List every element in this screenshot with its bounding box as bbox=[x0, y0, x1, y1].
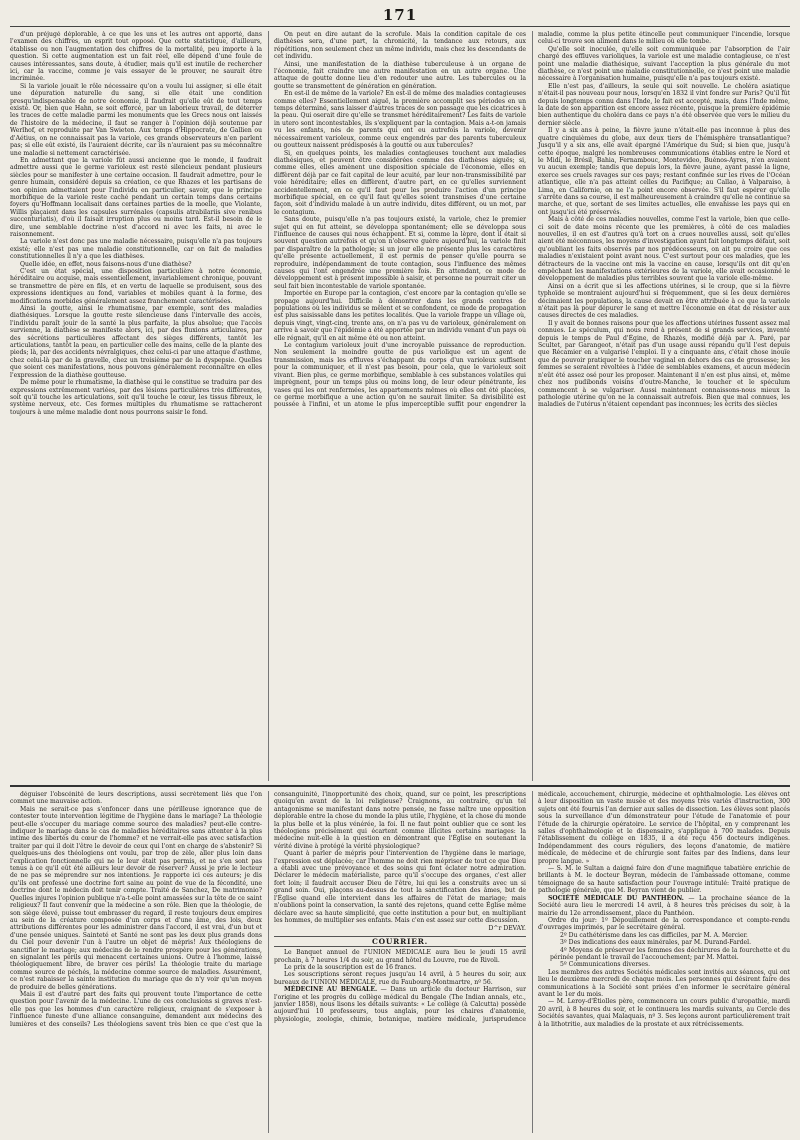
paragraph: C'est un état spécial, une disposition particulière à notre économie, héréditaire ou acquise, mais essentiellement, invariablement chronique, pouvant se transmettre de père en fils, et en vertu de laquelle se produisent, sous des expressions identiques au fond, variables et mobiles quant à la forme, des modifications morbides généralement assez franchement caractérisées. bbox=[10, 268, 262, 305]
paragraph: Il y avait de bonnes raisons pour que les affections utérines fussent assez mal connues. Le spéculum, qui nous rend à présent de si grands services, inventé depuis le temps de Paul d'Égine, de Rhazès, modifié déjà par A. Paré, par Scultet, par Garangeot, n'était pas d'un usage aussi répandu qu'il l'est depuis que Récamier en a vulgarisé l'emploi. Il y a cinquante ans, c'était chose inouïe que de pouvoir pratiquer le toucher vaginal en dehors des cas de grossesse; les femmes se seraient révoltées à l'idée de semblables examens, et aucun médecin n'eût été assez osé pour les proposer. Maintenant il n'en est plus ainsi, et, même chez nos pudibonds voisins d'outre-Manche, le toucher et le spéculum commencent à se vulgariser. Aussi maintenant connaissons-nous mieux la pathologie utérine qu'on ne la connaissait autrefois. Bien que mal connues, les maladies de l'utérus n'étaient cependant pas inconnues; les écrits des siècles bbox=[538, 319, 790, 409]
courrier-heading: COURRIER. bbox=[274, 936, 526, 947]
paragraph: Quant à parler de mépris pour l'intervention de l'hygiène dans le mariage, l'expression est déplacée; car l'homme ne doit rien mépriser de tout ce que Dieu a établi avec une prévoyance et des soins qui font éclater notre admiration. Déclarer le médecin matérialiste, parce qu'il s'occupe des organes, c'est aller fort loin; il faudrait accuser Dieu de l'être, lui qui les a construits avec un si grand soin. Oui, plaçons au-dessus de tout la sanctification des âmes, but de l'Église quand elle intervient dans les affaires de l'état de mariage; mais n'oublions point la conservation, la santé des rejetons, quand cette Église même déclare avec sa haute simplicité, que cette institution a pour but, en multipliant les hommes, de multiplier ses enfants. Mais c'en est assez sur cette discussion. bbox=[274, 850, 526, 924]
news-item-title: SOCIÉTÉ MÉDICALE DU PANTHÉON. bbox=[548, 894, 684, 902]
paragraph: Si la variole jouait le rôle nécessaire qu'on a voulu lui assigner, si elle était une dépuration naturelle du sang, si elle était une condition presqu'indispensable de notre économie, il faudrait qu'elle eût de tout temps existé. Or, bien que Hahn, se soit efforcé, par un laborieux travail, de déterrer les traces de cette maladie parmi les monuments que les Grecs nous ont laissés de l'histoire de la médecine, il faut se ranger à l'opinion déjà soutenue par Werlhof, et reproduite par Van Swieten. Aux temps d'Hippocrate, de Gallien ou d'Aétius, on ne connaissait pas la variole, ces grands observateurs n'en parlent pas; si elle eût existé, ils l'auraient décrite, car ils n'auraient pas su méconnaître une maladie si nettement caractérisée. bbox=[10, 82, 262, 157]
paragraph: En admettant que la variole fût aussi ancienne que le monde, il faudrait admettre aussi que le germe varioleux est resté silencieux pendant plusieurs siècles pour se manifester à une certaine occasion. Il faudrait admettre, pour le genre humain, considéré depuis sa création, ce que Rhazes et les partisans de son opinion admettaient pour l'individu en particulier, savoir, que le principe morbifique de la variole reste caché pendant un certain temps dans certains foyers qu'Hoffmann localisait dans certaines parties de la moelle, que Violante, Willis plaçaient dans les capsules surrénales (capsulis atrabilariis sive renibus succenturiatis), d'où il faisait irruption plus ou moins tard. Est-il besoin de le dire, une semblable doctrine n'est d'accord ni avec les faits, ni avec le raisonnement. bbox=[10, 156, 262, 238]
paragraph: Mais à côté de ces maladies nouvelles, comme l'est la variole, bien que celle-ci soit de date moins récente que les premières, à côté de ces maladies nouvelles, il en est d'autres qu'à tort on a crues nouvelles aussi, soit qu'elles aient été méconnues, les moyens d'investigation ayant fait longtemps défaut, soit qu'oubliant les faits observés par nos prédécesseurs, on ait pu croire que ces maladies n'existaient point avant nous. C'est surtout pour ces maladies, que les détracteurs de la vaccine ont mis la vaccine en cause, lorsqu'ils ont dit qu'en empêchant les manifestations extérieures de la variole, elle avait occasionné le développement de maladies plus terribles souvent que la variole elle-même. bbox=[538, 216, 790, 283]
paragraph: Ainsi on a écrit que si les affections utérines, si le croup, que si la fièvre typhoïde se montraient aujourd'hui si fréquemment, que si les deux dernières décimaient les populations, la cause devait en être attribuée à ce que la variole n'était pas là pour dépurer le sang et mettre l'économie en état de résister aux causes directes de ces maladies. bbox=[538, 282, 790, 320]
paragraph: d'un préjugé déplorable, à ce que les uns et les autres ont apporté, dans l'examen des chiffres, un esprit tout opposé. Que cette statistique, d'ailleurs, établisse ou non l'augmentation des chiffres de la mortalité, peu importe à la question. Si cette augmentation est un fait réel, elle dépend d'une foule de causes intéressantes, sans doute, à étudier, mais qu'il est inutile de rechercher ici, car la vaccine, comme je vais essayer de le prouver, ne saurait être incriminée. bbox=[10, 31, 262, 83]
paragraph: Ainsi, une manifestation de la diathèse tuberculeuse à un organe de l'économie, fait craindre une autre manifestation en un autre organe. Une attaque de goutte donne lieu d'en redouter une autre. Les tubercules ou la goutte se transmettent de génération en génération. bbox=[274, 60, 526, 90]
paragraph: Mais ne serait-ce pas s'enfoncer dans une périlleuse ignorance que de contester toute intervention légitime de l'hygiène dans le mariage? La théologie peut-elle s'occuper du mariage comme source des maladies? peut-elle contre-indiquer le mariage dans le cas de maladies héréditaires sans attenter à la plus intime des libertés du cœur de l'homme? et ne verrait-elle pas avec satisfaction traiter par qui il doit l'être le devoir de ceux qui l'ont en charge de s'abstenir? Si quelques-uns des théologiens ont voulu, par trop de zèle, aller plus loin dans l'explication fonctionnelle qui ne le leur était pas permis, et ne s'en sont pas tenus à ce qu'il eût été ailleurs leur devoir de réserver? Aussi je prie le lecteur de ne pas se méprendre sur nos intentions. Je rapporte ici ces auteurs; je dis qu'ils ont professé une doctrine fort saine au point de vue de la fécondité, une doctrine dont le médecin doit tenir compte. Traité de Sanchez, De matrimonio? Quelles injures l'opinion publique n'a-t-elle point amassées sur la tête de ce saint religieux? Il faut convenir que la médecine a son rôle. Bien que la théologie, de son siège élevé, puisse tout embrasser du regard, il reste toujours deux empires au sein de la créature composée d'un corps et d'une âme, des lois, deux attributions différentes pour les administrer dans l'accord, il est vrai, d'un but et d'une pensée uniques. Sainteté et Santé ne sont pas les deux plus grands dons du Ciel pour devenir l'un à l'autre un objet de mépris! Aux théologiens de sanctifier le mariage; aux médecins de le rendre prospère pour les générations, en signalant les périls qui menacent certaines unions. Outre à l'homme, laissé théologiquement libre, de braver ces périls! La théologie traite du mariage comme source de péchés, la médecine comme source de maladies. Assurément, ce n'est rabaisser la sainte institution du mariage que de n'y voir qu'un moyen de produire de belles générations. bbox=[10, 805, 262, 991]
paragraph: Mais il est d'autre part des faits qui prouvent toute l'importance de cette question pour l'avenir de la médecine. L'une de ces conclusions si graves n'est-elle pas que les hommes d'un caractère religieux, craignant de s'exposer à l'influence funeste d'une alliance consanguine, demandent aux médecins des lumières et des conseils? Les théologiens savent très bien ce que c'est que la consanguinité, l'inopportunité des choix, quand, sur ce point, les prescriptions quoiqu'en avant de la loi religieuse? Craignons, au contraire, qu'un tel antagonisme se manifestant dans notre pensée, ne fasse naître une opposition déplorable entre la chose du monde la plus utile, l'hygiène, et la chose du monde la plus belle et la plus vénérée, la foi. Il ne faut point oublier que ce sont les théologiens précisément qui écartent comme illicites certains mariages: la médecine nuit-elle à la question en démontrant que l'Église en soutenant la vérité divine à protégé la vérité physiologique? bbox=[10, 791, 526, 1028]
paragraph: Le contagium varioleux jouit d'une incroyable puissance de reproduction. Non seulement la moindre goutte de pus variolique est un agent de transmission, mais les effluves s'échappant du corps d'un varioleux suffisent pour la communiquer, et il n'est pas besoin, pour cela, que le varioleux soit vivant. Bien plus, ce germe morbifique, semblable à ces substances volatiles qui imprègnent, pour un temps plus ou moins long, de leur odeur pénétrante, les vases qui les ont renfermées, les appartements mêmes où elles ont été placées, ce germe morbifique a une action qu'on ne saurait limiter. Sa divisibilité est poussée à l'infini, et un atome le plus imperceptible suffit pour engendrer la maladie, comme la plus petite étincelle peut communiquer l'incendie, lorsque celui-ci trouve son aliment dans le milieu où elle tombe. bbox=[274, 31, 790, 409]
agenda-item: 2º Du cathétérisme dans les cas difficiles, par M. A. Mercier. bbox=[560, 931, 748, 939]
paragraph: Sans doute, puisqu'elle n'a pas toujours existé, la variole, chez le premier sujet qui en fut atteint, se développa spontanément; elle se développa sous l'influence de causes qui nous échappent. Et si, comme la lèpre, dont il était si souvent question autrefois et qu'on n'observe guère aujourd'hui, la variole finit par disparaître de la pathologie; si un jour elle ne présente plus les caractères qu'elle présente actuellement, il est permis de penser qu'elle pourra se reproduire, indépendamment de toute contagion, sous l'influence des mêmes causes qui l'ont engendrée une première fois. En attendant, ce mode de développement est à présent impossible à saisir, et personne ne pourrait citer un seul fait bien incontestable de variole spontanée. bbox=[274, 216, 526, 290]
paragraph: Ainsi la goutte, ainsi le rhumatisme, par exemple, sont des maladies diathésiques. Lorsque la goutte reste silencieuse dans l'intervalle des accès, l'individu paraît jouir de la santé la plus parfaite, la plus absolue; que l'accès survienne, la diathèse se manifeste alors, ici, par des fluxions articulaires, par des sécrétions particulières affectant des sièges différents, tantôt les articulations, tantôt la peau, en particulier celle des mains, celle de la plante des pieds; là, par des accidents névralgiques, chez celui-ci par une attaque d'asthme, chez celui-là par de la gravelle, chez un troisième par de la dyspepsie. Quelles que soient ces manifestations, nous pouvons généralement reconnaître en elles l'expression de la diathèse goutteuse. bbox=[10, 305, 262, 379]
article-variole bbox=[10, 31, 790, 781]
agenda: Ordre du jour: 1º Dépouillement de la correspondance et compte-rendu d'ouvrages imprimés, par le secrétaire général. bbox=[538, 916, 790, 932]
page-number: 171 bbox=[382, 6, 418, 24]
agenda-item: 5º Communications diverses. bbox=[560, 961, 651, 969]
paragraph: — M. Leroy-d'Étiolles père, commencera un cours public d'uropathie, mardi 20 avril, à 8 heures du soir, et le continuera les mardis suivants, au Cercle des Sociétés savantes, quai Malaquais, nº 3. Ses leçons auront particulièrement trait à la lithotritie, aux maladies de la prostate et aux rétrécissements. bbox=[538, 998, 790, 1028]
news-item bbox=[538, 895, 790, 917]
paragraph: déguiser l'obscénité de leurs descriptions, aussi secrètement liés que l'on commet une mauvaise action. bbox=[10, 791, 262, 806]
paragraph: La variole n'est donc pas une maladie nécessaire, puisqu'elle n'a pas toujours existé; elle n'est pas une maladie constitutionnelle, car on fait de maladies constitutionnelles il n'y a que les diathèses. bbox=[10, 238, 262, 261]
lower-section bbox=[10, 791, 790, 1133]
paragraph: Qu'elle soit inoculée, qu'elle soit communiquée par l'absorption de l'air chargé des effluves varioliques, la variole est une maladie contagieuse, ce n'est point une maladie diathésique, suivant l'acception la plus générale du mot diathèse, ce n'est point une maladie constitutionnelle, ce n'est point une maladie nécessaire à l'organisation humaine, puisqu'elle n'a pas toujours existé. bbox=[538, 45, 790, 83]
section-divider bbox=[10, 785, 790, 787]
paragraph: Importée en Europe par la contagion, c'est encore par la contagion qu'elle se propage aujourd'hui. Difficile à démontrer dans les grands centres de populations où les individus se mêlent et se confondent, ce mode de propagation est plus saisissable dans les petites localités. Que la variole frappe un village où, depuis vingt, vingt-cinq, trente ans, on n'a pas vu de varioleux, généralement on arrive à savoir que l'épidémie a été apportée par un individu venant d'un pays où elle régnait, qu'il en ait même été ou non atteint. bbox=[274, 290, 526, 342]
paragraph: Le Banquet annuel de l'UNION MÉDICALE aura lieu le jeudi 15 avril prochain, à 7 heures 1/4 du soir, au grand hôtel du Louvre, rue de Rivoli. bbox=[274, 949, 526, 964]
news-item-text: — La prochaine séance de la Société aura lieu le mercredi 14 avril, à 8 heures très précises du soir, à la mairie du 12e arrondissement, place du Panthéon. bbox=[538, 894, 790, 917]
news-item-text: — Dans un article du docteur Harrison, sur l'origine et les progrès du collège médical du Bengale (The Indian annals, etc., janvier 1858), nous lisons les détails suivants: « Le collège (à Calcutta) possède aujourd'hui 10 professeurs, tous anglais, pour les chaires d'anatomie, physiologie, zoologie, chimie, botanique, matière médicale, jurisprudence médicale, accouchement, chirurgie, médecine et ophthalmologie. Les élèves ont à leur disposition un vaste musée et des moyens très variés d'instruction, 300 sujets ont été fournis l'an dernier aux salles de dissection. Les élèves sont placés sous la surveillance d'un démonstrateur pour l'étude de l'anatomie et pour l'étude de la chirurgie opératoire. Le service de l'hôpital, en y comprenant les salles d'ophthalmologie et le dispensaire, s'applique à 700 malades. Depuis l'établissement du collège en 1835, il a été reçu 456 docteurs indigènes. Indépendamment des cours réguliers, des leçons d'anatomie, de matière médicale, de médecine et de chirurgie sont faites par des Indiens, dans leur propre langue. » bbox=[274, 791, 790, 1023]
news-item: — S. M. le Sultan a daigné faire don d'une magnifique tabatière enrichie de brillants à M. le docteur Beyran, médecin de l'ambassade ottomane, comme témoignage de sa haute satisfaction pour l'ouvrage intitulé: Traité pratique de pathologie générale, que M. Beyran vient de publier. bbox=[538, 865, 790, 895]
paragraph: De même pour le rhumatisme, la diathèse qui le constitue se traduira par des expressions extrêmement variées, par des lésions particulières très différentes, soit qu'il touche les articulations, soit qu'il touche le cœur, les tissus fibreux, le système nerveux, etc. Ces formes multiples du rhumatisme se rattacheront toujours à une même maladie dont nous pourrons saisir le fond. bbox=[10, 379, 262, 416]
paragraph: Si, en quelques points, les maladies contagieuses touchent aux maladies diathésiques, et peuvent être considérées comme des diathèses aiguës; si, comme elles, elles amènent une disposition spéciale de l'économie, elles en diffèrent déjà par ce fait capital de leur acuité, par leur non-transmissibilité par voie héréditaire; elles en diffèrent, d'autre part, en ce qu'elles surviennent accidentellement, en ce qu'il faut pour les produire l'action d'un principe morbifique spécial, en ce qu'il faut qu'elles soient transmises d'une certaine façon, soit d'individu malade à un autre individu, dites différent, ou un mot, par le contagium. bbox=[274, 149, 526, 216]
paragraph: On peut en dire autant de la scrofule. Mais la condition capitale de ces diathèses sera, d'une part, la chronicité, la tendance aux retours, aux répétitions, non seulement chez un même individu, mais chez les descendants de cet individu. bbox=[274, 31, 526, 61]
news-item-title: MÉDECINE AU BENGALE. bbox=[284, 986, 378, 994]
paragraph: Il y a six ans à peine, la fièvre jaune n'était-elle pas inconnue à plus des quatre cinquièmes du globe, aux deux tiers de l'hémisphère transatlantique? Jusqu'il y a six ans, elle avait épargné l'Amérique du Sud; si bien que, jusqu'à cette époque, malgré les nombreuses communications établies entre le Nord et le Midi, le Brésil, Bahia, Fernambouc, Montevideo, Buénos-Ayres, n'en avaient vu aucun exemple; tandis que depuis lors, la fièvre jaune, ayant passé la ligne, exerce ses cruels ravages sur ces pays; restant confinée sur les rives de l'Océan atlantique, elle n'a pas atteint celles du Pacifique; au Callao, à Valparaiso, à Lima, en Californie, on ne l'a point encore observée. S'il faut espérer qu'elle s'arrête dans sa course, il est malheureusement à craindre qu'elle ne continue sa marche, et que, sortant de ses limites actuelles, elle envahisse les pays qui en ont jusqu'ici été préservés. bbox=[538, 127, 790, 216]
paragraph: Elle n'est pas, d'ailleurs, la seule qui soit nouvelle. Le choléra asiatique n'était-il pas nouveau pour nous, lorsqu'en 1832 il vint fondre sur Paris? Qu'il fût depuis longtemps connu dans l'Inde, le fait est accepté, mais, dans l'Inde même, la date de son apparition est encore assez récente, puisque la première épidémie bien authentique du choléra dans ce pays n'a été observée que vers le milieu du dernier siècle. bbox=[538, 82, 790, 127]
paragraph: Les membres des autres Sociétés médicales sont invités aux séances, qui ont lieu le deuxième mercredi de chaque mois. Les personnes qui désirent faire des communications à la Société sont priées d'en informer le secrétaire général avant le 1er du mois. bbox=[538, 968, 790, 998]
paragraph: Quelle idée, en effet, nous faisons-nous d'une diathèse? bbox=[20, 260, 192, 268]
paragraph: Le prix de la souscription est de 16 francs. bbox=[284, 963, 417, 971]
agenda-item: 3º Des indications des eaux minérales, par M. Durand-Fardel. bbox=[560, 939, 752, 947]
header-rule bbox=[10, 26, 790, 27]
paragraph: En est-il de même de la variole? En est-il de même des maladies contagieuses comme elles? Essentiellement aiguë, la première accomplit ses périodes en un temps déterminé, sans laisser d'autres traces de son passage que les cicatrices à la peau. Qui oserait dire qu'elle se transmet héréditairement? Les faits de variole in utero sont incontestables, ils s'expliquent par la contagion. Mais a-t-on jamais vu les enfants, nés de parents qui ont eu autrefois la variole, devenir nécessairement varioleux, comme ceux engendrés par des parents tuberculeux ou goutteux naissent prédisposés à la goutte ou aux tubercules? bbox=[274, 90, 526, 150]
paragraph: Les souscriptions seront reçues jusqu'au 14 avril, à 5 heures du soir, aux bureaux de l'UNION MÉDICALE, rue du Faubourg-Montmartre, nº 56. bbox=[274, 971, 526, 986]
agenda-item: 4º Moyens de préserver les femmes des déchirures de la fourchette et du périnée pendant le travail de l'accouchement; par M. Mattei. bbox=[550, 946, 790, 961]
author-signature: D^r DEVAY. bbox=[488, 925, 526, 933]
